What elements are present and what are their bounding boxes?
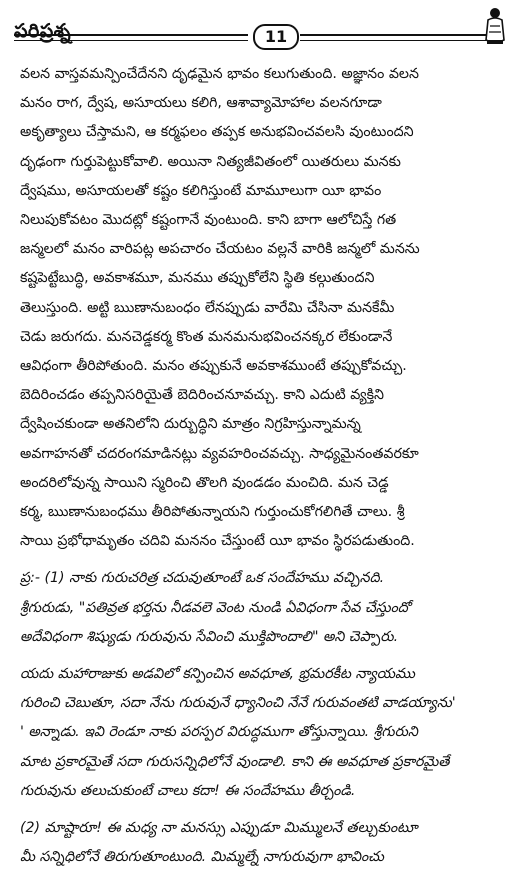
text-line: మనం రాగ, ద్వేష, అసూయలు కలిగి, ఆశావ్యామోహాల వలనగూడా [20,95,382,112]
running-title: పరిప్రశ్న [14,20,72,42]
text-line: అవగాహనతో చదరంగమాడినట్లు వ్యవహరించవచ్చు. సాధ్యమైనంతవరకూ [20,445,419,462]
text-line: నిలుపుకోవటం మొదట్లో కష్టంగానే వుంటుంది. కాని బాగా ఆలోచిస్తే గత [20,212,397,229]
text-line: అదేవిధంగా శిష్యుడు గురువును సేవించి ముక్తిపొందాలి" అని చెప్పారు. [20,628,399,645]
text-line: ద్వేషించకుండా అతనిలోని దుర్బుద్ధిని మాత్రం నిగ్రహిస్తున్నామన్న [20,416,361,433]
text-line: అకృత్యాలు చేస్తామని, ఆ కర్మఫలం తప్పక అనుభవించవలసి వుంటుందని [20,124,414,141]
text-line: ప్ర:- (1) నాకు గురుచరిత్ర చదువుతూంటే ఒక సందేహము వచ్చినది. [20,570,385,587]
text-line: దృఢంగా గుర్తుపెట్టుకోవాలి. అయినా నిత్యజీవితంలో యితరులు మనకు [20,153,401,170]
question-paragraph [20,814,504,872]
page-body [20,60,504,872]
page-number: 11 [253,24,299,50]
text-line: గురించి చెబుతూ, సదా నేను గురువునే ధ్యానించి నేనే గురువంతటి వాడయ్యాను' [20,695,456,712]
text-line: చెడు జరుగదు. మనచెడ్డకర్మ కొంత మనమనుభవించనక్కర లేకుండానే [20,328,393,345]
saint-figure-icon [484,6,506,46]
text-line: బెదిరించడం తప్పనిసరియైతే బెదిరించనూవచ్చు. కాని ఎదుటి వ్యక్తిని [20,387,384,404]
text-line: యదు మహారాజుకు అడవిలో కన్పించిన అవధూత, భ్రమరకీట న్యాయము [20,666,415,683]
text-line: (2) మాష్టారూ! ఈ మధ్య నా మనస్సు ఎప్పుడూ మిమ్ములనే తల్చుకుంటూ [20,820,418,837]
text-line: తెలుస్తుంది. అట్టి ఋణానుబంధం లేనప్పుడు వారేమి చేసినా మనకేమీ [20,299,395,316]
page-header [14,6,506,54]
paragraph [20,60,504,556]
text-line: కర్మ, ఋణానుబంధము తీరిపోతున్నాయని గుర్తుంచుకోగలిగితే చాలు. శ్రీ [20,504,405,521]
text-line: కష్టపెట్టేబుద్ధి, అవకాశమూ, మనము తప్పుకోలేని స్థితి కల్గుతుందని [20,270,375,287]
text-line: శ్రీగురుడు, "పతివ్రత భర్తను నీడవలె వెంట నుండి ఏవిధంగా సేవ చేస్తుందో [20,599,411,616]
text-line: ' అన్నాడు. ఇవి రెండూ నాకు పరస్పర విరుద్ధముగా తోస్తున్నాయి. శ్రీగురుని [20,724,418,741]
text-line: ఆవిధంగా తీరిపోతుంది. మనం తప్పుకునే అవకాశముంటే తప్పుకోవచ్చు. [20,358,407,375]
text-line: మీ సన్నిధిలోనే తిరుగుతూంటుంది. మిమ్మల్నే నాగురువుగా భావించు [20,849,384,866]
text-line: జన్మలలో మనం వారిపట్ల అపచారం చేయటం వల్లనే వారికి జన్మలో మనను [20,241,420,258]
text-line: మాట ప్రకారమైతే సదా గురుసన్నిధిలోనే వుండాలి. కాని ఈ అవధూత ప్రకారమైతే [20,753,450,770]
text-line: సాయి ప్రభోధామృతం చదివి మననం చేస్తుంటే యీ భావం స్థిరపడుతుంది. [20,533,415,550]
text-line: ద్వేషము, అసూయలతో కష్టం కలిగిస్తుంటే మామూలుగా యీ భావం [20,182,382,199]
question-paragraph [20,660,504,806]
text-line: అందరిలోవున్న సాయిని స్మరించి తొలగి వుండడం మంచిది. మన చెడ్డ [20,474,389,491]
question-paragraph [20,564,504,652]
text-line: గురువును తలుచుకుంటే చాలు కదా! ఈ సందేహము తీర్చండి. [20,782,356,799]
text-line: వలన వాస్తవమన్పించేదేనని దృఢమైన భావం కలుగుతుంది. అజ్ఞానం వలన [20,66,419,82]
